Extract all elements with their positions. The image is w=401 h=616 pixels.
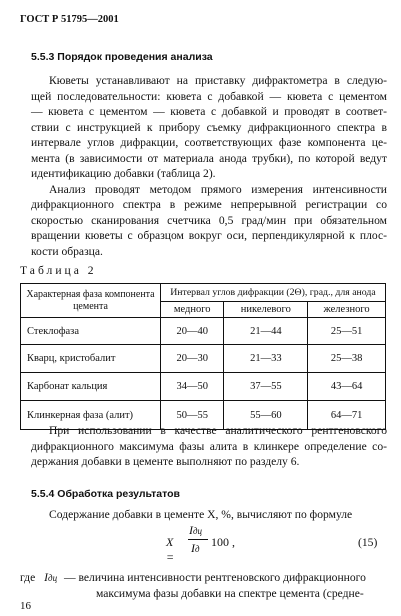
table-row xyxy=(21,318,386,345)
where-definition: — величина интенсивности рентгеновского дифракционного xyxy=(63,571,366,584)
paragraph-procedure xyxy=(31,73,387,259)
text-line: скоростью сканирования счетчика 0,5 град/мин при обязательном xyxy=(31,213,387,227)
table-cell-phase: Кварц, кристобалит xyxy=(21,345,161,373)
table-subheader-copper: медного xyxy=(161,302,224,318)
text-line: — кювета с цементом — кювета с добавкой и проводят в соответ- xyxy=(31,105,387,118)
table-row xyxy=(21,373,386,401)
formula-lhs: X = xyxy=(166,535,175,564)
table-cell-iron: 64—71 xyxy=(308,401,386,430)
table-cell-copper: 20—40 xyxy=(161,318,224,345)
table-cell-nickel: 21—33 xyxy=(224,345,308,373)
text-line: интервале углов дифракции, соответствующих фазе компонента це- xyxy=(31,136,387,149)
fraction-bar xyxy=(188,539,208,540)
text-line: дифракционного спектра в режиме непрерывной регистрации со xyxy=(31,198,387,211)
where-variable: Iдц xyxy=(44,571,58,584)
table-cell-phase: Карбонат кальция xyxy=(21,373,161,401)
table-subheader-nickel: никелевого xyxy=(224,302,308,318)
text-line: дифракционного максимума фазы алита в клинкере определение со- xyxy=(31,439,387,453)
where-clause xyxy=(20,570,366,587)
table-subheader-iron: железного xyxy=(308,302,386,318)
table-cell-nickel: 21—44 xyxy=(224,318,308,345)
formula-numerator: Iдц xyxy=(189,523,203,537)
text-line: кости образца. xyxy=(31,244,103,258)
table-cell-copper: 20—30 xyxy=(161,345,224,373)
table-cell-copper: 50—55 xyxy=(161,401,224,430)
text-line: При использовании в качестве аналитического рентгеновского xyxy=(49,424,387,437)
text-line: держания добавки в цементе выполняют по разделу 6. xyxy=(31,455,300,468)
table-cell-copper: 34—50 xyxy=(161,373,224,401)
table-cell-phase: Стеклофаза xyxy=(21,318,161,345)
formula-multiplier: 100 , xyxy=(211,535,235,549)
table-cell-iron: 43—64 xyxy=(308,373,386,401)
text-line: мента (в зависимости от материала анода трубки), по которой ведут xyxy=(31,151,387,165)
page-number: 16 xyxy=(20,600,31,612)
text-line: идентификацию добавки (таблица 2). xyxy=(31,167,216,180)
text-line: вращении кюветы с образцом вокруг оси, перпендикулярной к плос- xyxy=(31,229,387,242)
table-cell-nickel: 55—60 xyxy=(224,401,308,430)
text-line: Анализ проводят методом прямого измерения интенсивности xyxy=(49,182,387,196)
table-header-interval: Интервал углов дифракции (2Θ), град., для анода xyxy=(161,284,386,302)
text-line: Кюветы устанавливают на приставку дифрактометра в следую- xyxy=(49,74,387,87)
formula-denominator: Iд xyxy=(191,541,200,555)
document-header: ГОСТ Р 51795—2001 xyxy=(20,14,119,25)
table-caption: Таблица 2 xyxy=(20,264,97,277)
table-cell-phase: Клинкерная фаза (алит) xyxy=(21,401,161,430)
where-definition-cont: максимума фазы добавки на спектре цемента (средне- xyxy=(96,587,364,600)
section-title-5-5-3: 5.5.3 Порядок проведения анализа xyxy=(31,51,213,63)
paragraph-alite xyxy=(31,423,387,470)
text-line: щей последовательности: кювета с добавкой — кювета с цементом xyxy=(31,89,387,103)
text-line: ствии с инструкцией к прибору съемку дифракционного спектра в xyxy=(31,120,387,134)
table-row xyxy=(21,345,386,373)
diffraction-table xyxy=(20,283,386,430)
where-prefix: где xyxy=(20,571,36,584)
table-cell-iron: 25—51 xyxy=(308,318,386,345)
table-header-phase: Характерная фаза компонента цемента xyxy=(21,284,161,318)
formula-number: (15) xyxy=(358,536,378,549)
formula-intro: Содержание добавки в цементе X, %, вычисляют по формуле xyxy=(49,508,353,521)
section-title-5-5-4: 5.5.4 Обработка результатов xyxy=(31,488,180,500)
table-cell-nickel: 37—55 xyxy=(224,373,308,401)
table-cell-iron: 25—38 xyxy=(308,345,386,373)
